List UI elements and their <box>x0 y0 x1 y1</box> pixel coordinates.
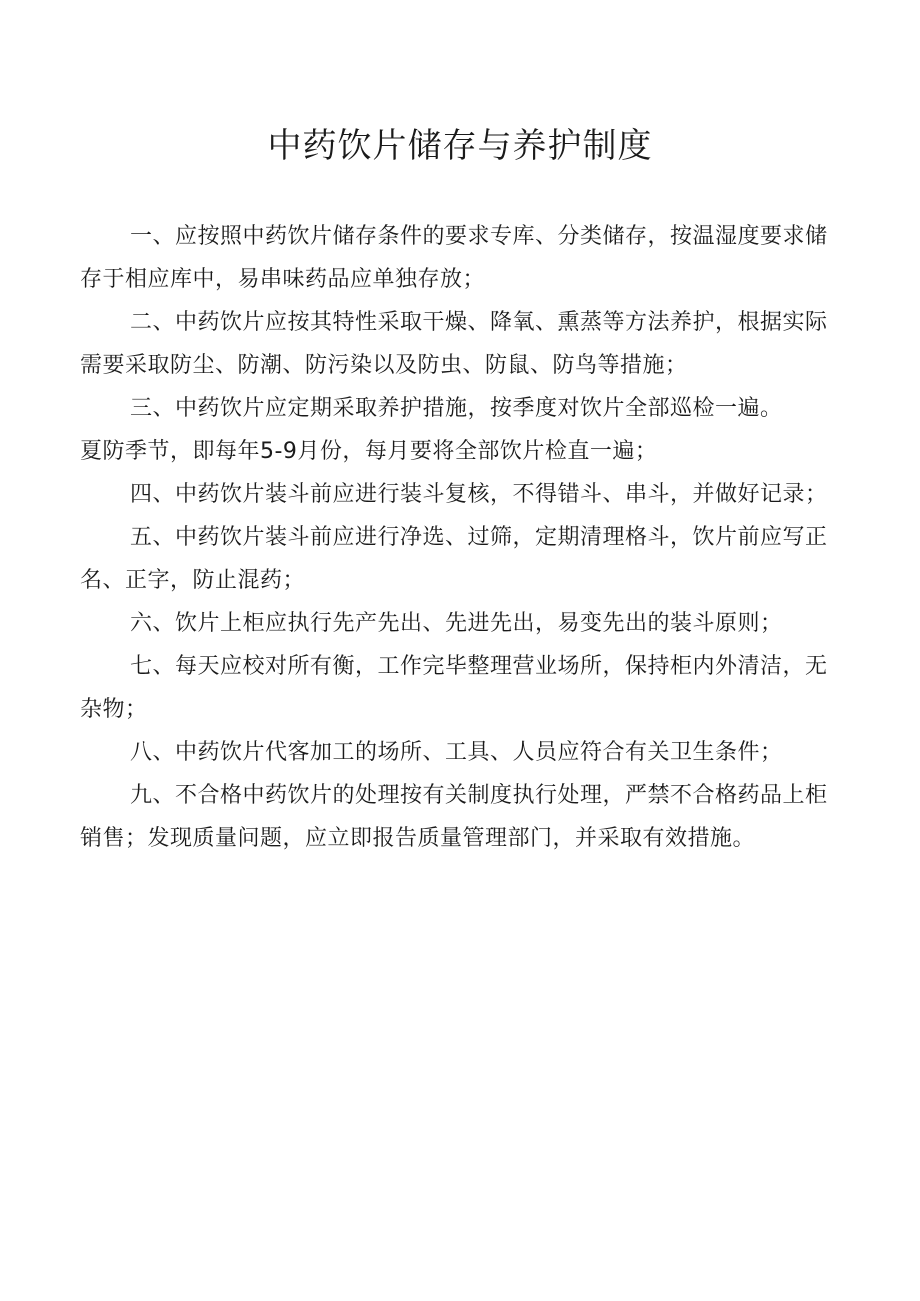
rule-9-line-1: 九、不合格中药饮片的处理按有关制度执行处理，严禁不合格药品上柜 <box>130 783 828 808</box>
document-title: 中药饮片储存与养护制度 <box>267 126 653 166</box>
rule-8-line-1: 八、中药饮片代客加工的场所、工具、人员应符合有关卫生条件； <box>130 740 783 765</box>
rule-2-line-2: 需要采取防尘、防潮、防污染以及防虫、防鼠、防鸟等措施； <box>80 353 688 378</box>
rule-3-line-2: 夏防季节，即每年5-9月份，每月要将全部饮片检直一遍； <box>80 439 658 464</box>
rule-7-line-2: 杂物； <box>80 697 148 722</box>
rule-4-line-1: 四、中药饮片装斗前应进行装斗复核，不得错斗、串斗，并做好记录； <box>130 482 828 507</box>
rule-7-line-1: 七、每天应校对所有衡，工作完毕整理营业场所，保持柜内外清洁，无 <box>130 654 828 679</box>
rule-3-line-1: 三、中药饮片应定期采取养护措施，按季度对饮片全部巡检一遍。 <box>130 396 783 421</box>
rule-5-line-1: 五、中药饮片装斗前应进行净选、过筛，定期清理格斗，饮片前应写正 <box>130 525 828 550</box>
rule-2-line-1: 二、中药饮片应按其特性采取干燥、降氧、熏蒸等方法养护，根据实际 <box>130 310 828 335</box>
rule-1-line-1: 一、应按照中药饮片储存条件的要求专库、分类储存，按温湿度要求储 <box>130 224 828 249</box>
rule-6-line-1: 六、饮片上柜应执行先产先出、先进先出，易变先出的装斗原则； <box>130 611 783 636</box>
rule-5-line-2: 名、正字，防止混药； <box>80 568 306 593</box>
rule-9-line-2: 销售；发现质量问题，应立即报告质量管理部门，并采取有效措施。 <box>80 826 756 851</box>
rule-1-line-2: 存于相应库中，易串味药品应单独存放； <box>80 267 486 292</box>
